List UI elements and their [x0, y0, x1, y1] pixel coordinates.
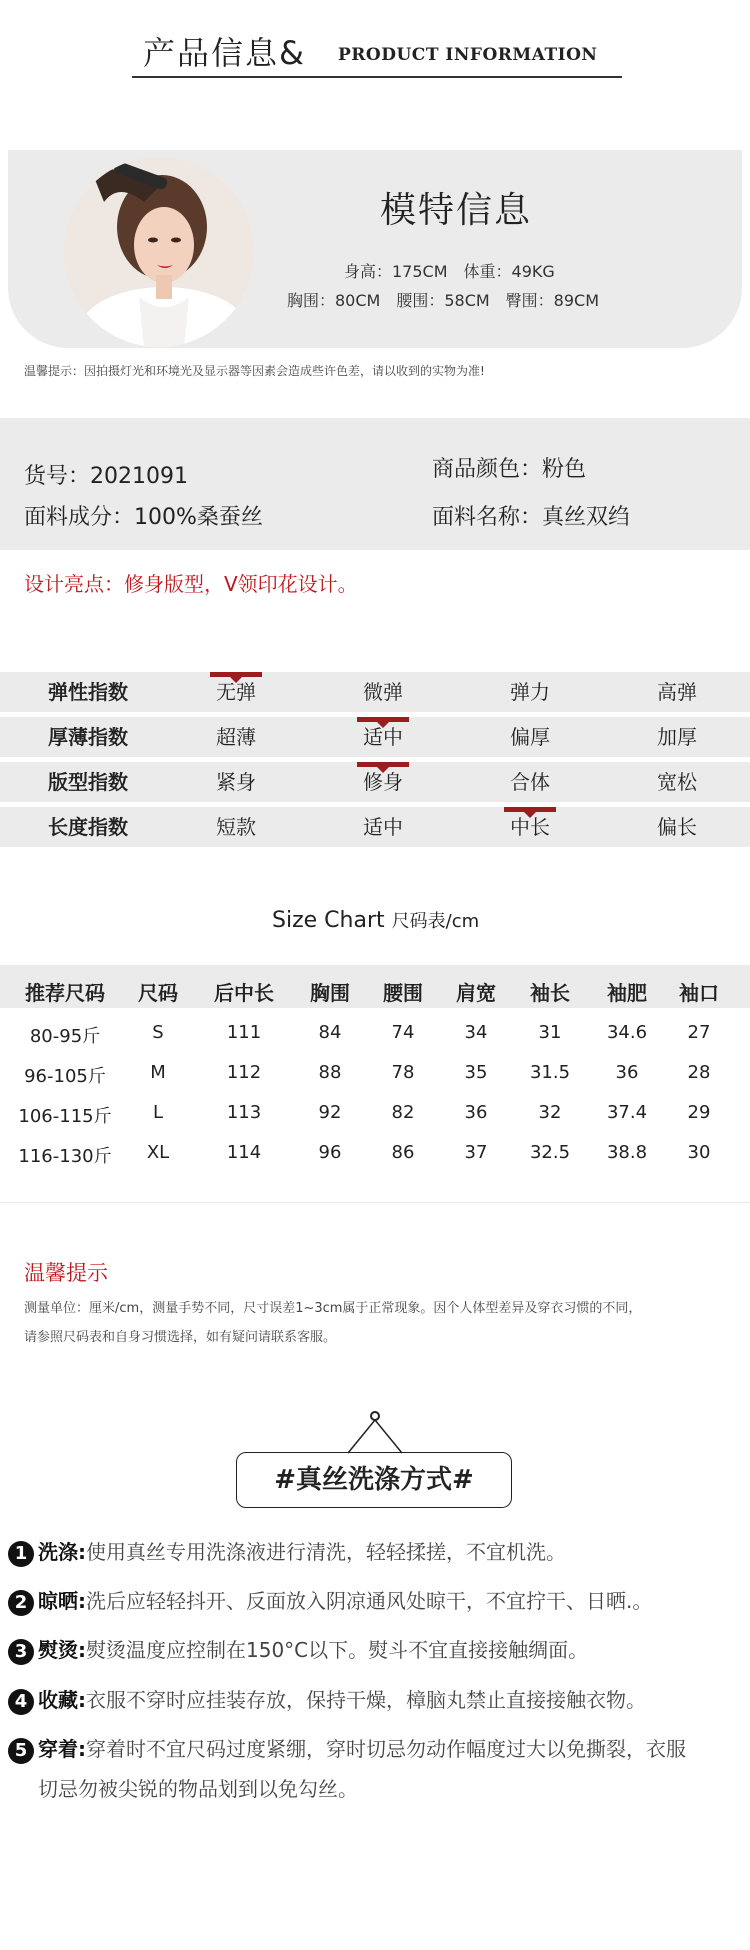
size-chart-cell: 82	[391, 1102, 415, 1123]
product-color: 商品颜色：粉色	[432, 457, 587, 482]
size-chart-cell: 36	[615, 1062, 639, 1083]
size-chart-cell: L	[152, 1102, 164, 1123]
size-chart-header: 袖口	[679, 981, 719, 1005]
number-circle-icon: 4	[8, 1689, 34, 1715]
wash-item-label: 穿着:	[38, 1737, 86, 1761]
design-highlight: 设计亮点：修身版型，V领印花设计。	[24, 572, 358, 596]
index-row	[0, 807, 750, 847]
page-title-en: PRODUCT INFORMATION	[338, 45, 598, 65]
warm-tips-text: 请参照尺码表和自身习惯选择，如有疑问请联系客服。	[24, 1330, 337, 1345]
index-option	[318, 762, 448, 802]
size-chart-cell: 116-130斤	[18, 1146, 112, 1167]
index-label: 版型指数	[48, 770, 128, 794]
fabric-name: 面料名称：真丝双绉	[432, 505, 631, 530]
size-chart-header: 肩宽	[456, 981, 496, 1005]
size-chart-cell: 86	[391, 1142, 415, 1163]
size-chart-cell: 74	[391, 1022, 415, 1043]
selected-marker	[504, 807, 556, 812]
index-option	[171, 807, 301, 847]
size-chart-title-cn: 尺码表/cm	[391, 911, 480, 932]
size-chart-header: 推荐尺码	[25, 981, 105, 1005]
hanger-icon	[340, 1410, 410, 1454]
index-option-label: 超薄	[216, 725, 256, 749]
size-chart-cell: 38.8	[606, 1142, 648, 1163]
selected-marker	[357, 717, 409, 722]
index-option	[465, 672, 595, 712]
selected-marker	[210, 672, 262, 677]
index-option	[465, 762, 595, 802]
index-option-label: 适中	[363, 725, 403, 749]
size-chart-header: 后中长	[214, 981, 274, 1005]
wash-item	[8, 1733, 686, 1764]
index-option	[171, 762, 301, 802]
size-chart-cell: 28	[687, 1062, 711, 1083]
size-chart-cell: 37.4	[606, 1102, 648, 1123]
product-sku: 货号：2021091	[24, 464, 188, 489]
index-option	[318, 672, 448, 712]
size-chart-cell: S	[152, 1022, 164, 1043]
size-chart-cell: 30	[687, 1142, 711, 1163]
size-chart-cell: 96-105斤	[24, 1066, 106, 1087]
index-option-label: 加厚	[657, 725, 697, 749]
model-info-title: 模特信息	[380, 190, 533, 231]
wash-item-label: 熨烫:	[38, 1638, 86, 1662]
size-chart-cell: 114	[226, 1142, 262, 1163]
size-chart-cell: 113	[226, 1102, 262, 1123]
size-chart-cell: 84	[318, 1022, 342, 1043]
page-title: 产品信息&	[143, 34, 306, 72]
size-chart-cell: 34	[464, 1022, 488, 1043]
index-option	[171, 717, 301, 757]
index-row	[0, 762, 750, 802]
wash-item-text-continued: 切忌勿被尖锐的物品划到以免勾丝。	[38, 1777, 358, 1801]
size-chart-cell: XL	[146, 1142, 170, 1163]
index-option-label: 适中	[363, 815, 403, 839]
index-option-label: 偏长	[657, 815, 697, 839]
index-option	[318, 807, 448, 847]
index-row	[0, 717, 750, 757]
wash-item-text: 使用真丝专用洗涤液进行清洗，轻轻揉搓，不宜机洗。	[86, 1540, 566, 1564]
index-option	[465, 807, 595, 847]
fabric-composition: 面料成分：100%桑蚕丝	[24, 505, 263, 530]
size-chart-cell: M	[150, 1062, 166, 1083]
wash-item	[8, 1684, 646, 1715]
size-chart-cell: 111	[226, 1022, 262, 1043]
size-chart-cell: 96	[318, 1142, 342, 1163]
size-chart-cell: 37	[464, 1142, 488, 1163]
index-option-label: 高弹	[657, 680, 697, 704]
index-option-label: 紧身	[216, 770, 256, 794]
size-chart-header: 袖长	[530, 981, 570, 1005]
index-row	[0, 672, 750, 712]
size-chart-header: 尺码	[138, 981, 178, 1005]
size-chart-cell: 36	[464, 1102, 488, 1123]
warm-tips-text: 测量单位：厘米/cm，测量手势不同，尺寸误差1~3cm属于正常现象。因个人体型差异及穿衣习惯的不同，	[24, 1301, 642, 1316]
wash-item-text: 穿着时不宜尺码过度紧绷，穿时切忌勿动作幅度过大以免撕裂，衣服	[86, 1737, 686, 1761]
index-option-label: 宽松	[657, 770, 697, 794]
model-height-weight: 身高：175CM 体重：49KG	[344, 262, 555, 281]
size-chart-title-en: Size Chart	[272, 908, 385, 933]
size-chart-cell: 32	[538, 1102, 562, 1123]
wash-item	[8, 1585, 652, 1616]
size-chart-cell: 112	[226, 1062, 262, 1083]
number-circle-icon: 3	[8, 1639, 34, 1665]
divider	[0, 1202, 750, 1203]
number-circle-icon: 1	[8, 1541, 34, 1567]
wash-item-text: 洗后应轻轻抖开、反面放入阴凉通风处晾干，不宜拧干、日晒.。	[86, 1589, 653, 1613]
index-option-label: 微弹	[363, 680, 403, 704]
index-option	[612, 672, 742, 712]
size-chart-cell: 32.5	[529, 1142, 571, 1163]
index-option-label: 弹力	[510, 680, 550, 704]
size-chart-cell: 29	[687, 1102, 711, 1123]
index-option-label: 偏厚	[510, 725, 550, 749]
wash-item-label: 晾晒:	[38, 1589, 86, 1613]
size-chart-cell: 80-95斤	[29, 1026, 101, 1047]
index-label: 厚薄指数	[48, 725, 128, 749]
size-chart-cell: 78	[391, 1062, 415, 1083]
index-option-label: 合体	[510, 770, 550, 794]
size-chart-cell: 35	[464, 1062, 488, 1083]
selected-marker	[357, 762, 409, 767]
wash-item-label: 洗涤:	[38, 1540, 86, 1564]
wash-item	[8, 1634, 588, 1665]
size-chart-header: 袖肥	[607, 981, 647, 1005]
size-chart-cell: 31	[538, 1022, 562, 1043]
index-option	[465, 717, 595, 757]
model-measurements: 胸围：80CM 腰围：58CM 臀围：89CM	[287, 291, 600, 310]
size-chart-header: 腰围	[383, 981, 423, 1005]
index-option-label: 短款	[216, 815, 256, 839]
size-chart-cell: 106-115斤	[18, 1106, 112, 1127]
index-option	[612, 807, 742, 847]
size-chart-title	[272, 907, 479, 933]
warm-tips-title: 温馨提示	[24, 1261, 108, 1285]
size-chart-cell: 34.6	[606, 1022, 648, 1043]
index-label: 弹性指数	[48, 680, 128, 704]
number-circle-icon: 2	[8, 1590, 34, 1616]
size-chart-cell: 88	[318, 1062, 342, 1083]
index-option-label: 修身	[363, 770, 403, 794]
color-difference-notice: 温馨提示：因拍摄灯光和环境光及显示器等因素会造成些许色差，请以收到的实物为准!	[24, 364, 485, 378]
index-option	[318, 717, 448, 757]
index-option	[171, 672, 301, 712]
wash-item-text: 熨烫温度应控制在150°C以下。熨斗不宜直接接触绸面。	[86, 1638, 589, 1662]
title-underline	[132, 76, 622, 78]
wash-title: #真丝洗涤方式#	[274, 1465, 474, 1495]
wash-item-text: 衣服不穿时应挂装存放，保持干燥，樟脑丸禁止直接接触衣物。	[86, 1688, 646, 1712]
wash-item	[8, 1536, 566, 1567]
size-chart-header: 胸围	[310, 981, 350, 1005]
size-chart-cell: 92	[318, 1102, 342, 1123]
number-circle-icon: 5	[8, 1738, 34, 1764]
index-option-label: 无弹	[216, 680, 256, 704]
index-option	[612, 717, 742, 757]
wash-item-label: 收藏:	[38, 1688, 86, 1712]
index-option	[612, 762, 742, 802]
size-chart-cell: 31.5	[529, 1062, 571, 1083]
index-option-label: 中长	[510, 815, 550, 839]
model-photo	[64, 157, 254, 347]
size-chart-cell: 27	[687, 1022, 711, 1043]
index-label: 长度指数	[48, 815, 128, 839]
